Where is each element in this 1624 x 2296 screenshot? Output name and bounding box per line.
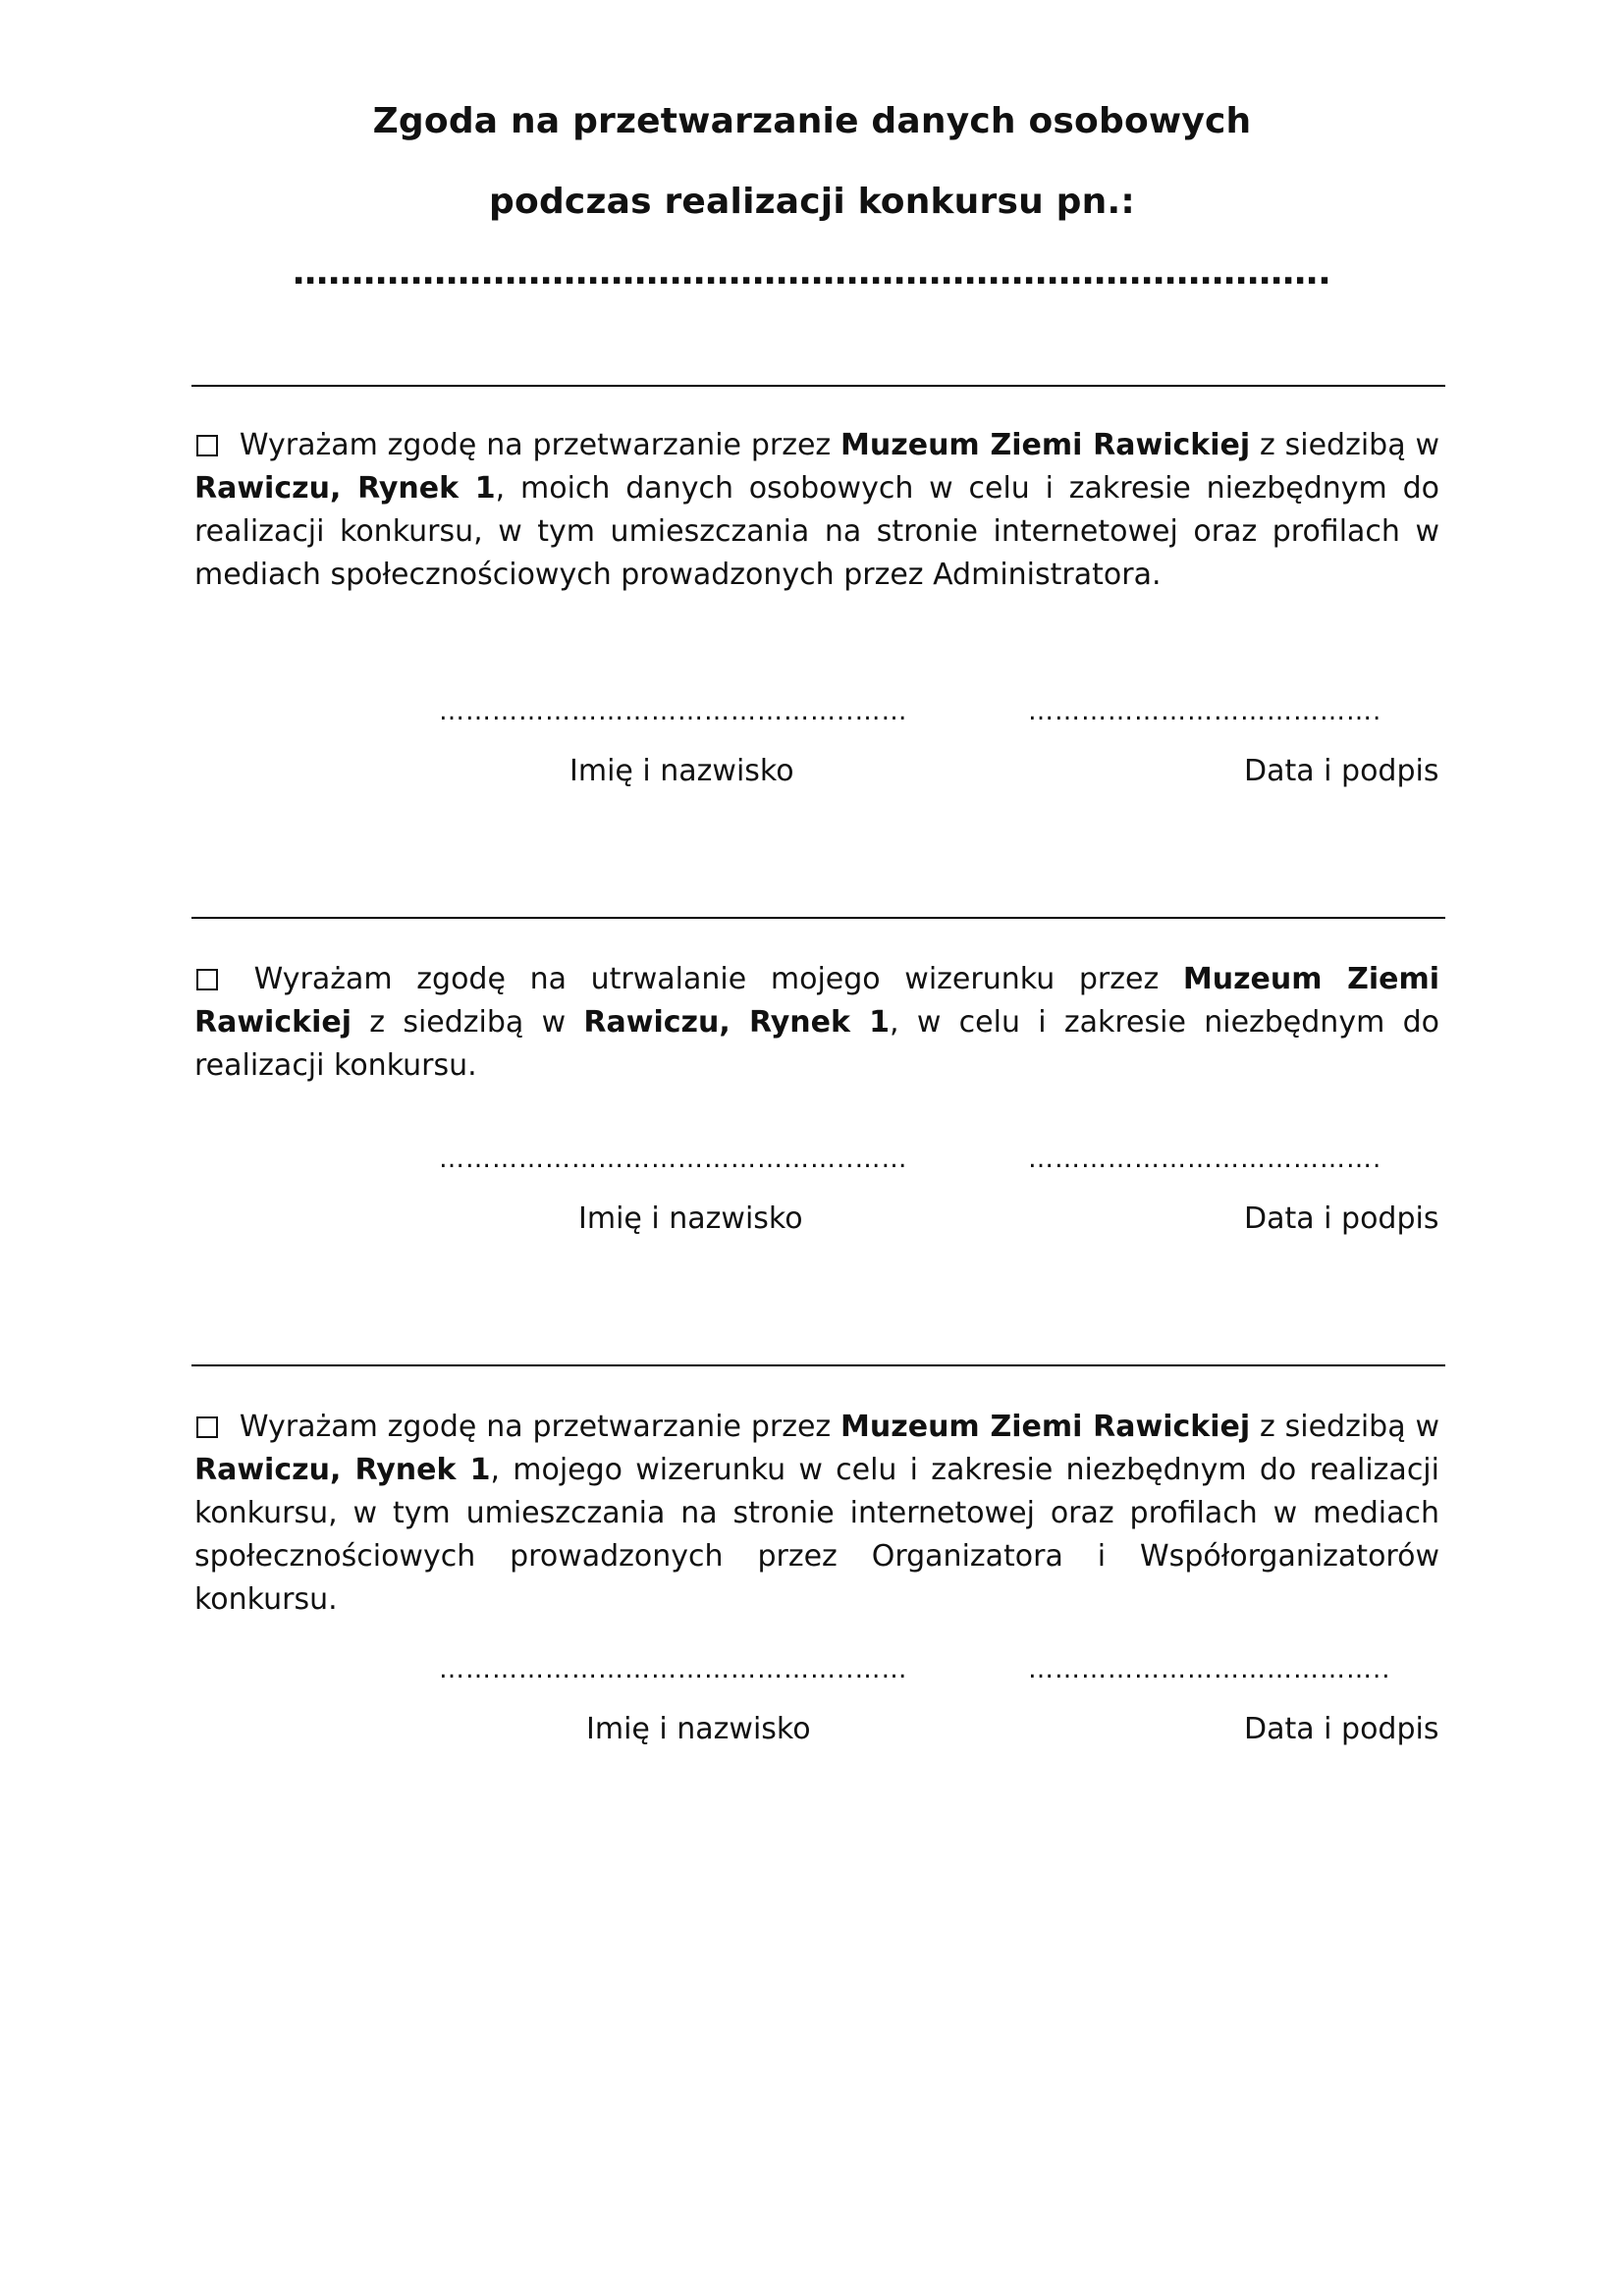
clause-text: , w celu i zakresie niezbędnym do realizacji konkursu.: [194, 1005, 1439, 1083]
institution-name: Muzeum Ziemi Rawickiej: [194, 962, 1439, 1040]
section-divider: [191, 1364, 1445, 1366]
institution-name: Muzeum Ziemi Rawickiej: [840, 1410, 1251, 1444]
institution-address: Rawiczu, Rynek 1: [583, 1005, 890, 1040]
document-title-line-1: Zgoda na przetwarzanie danych osobowych: [372, 101, 1252, 141]
date-sign-label-2: Data i podpis: [1244, 1201, 1439, 1236]
clause-text: z siedzibą w: [352, 1005, 584, 1040]
consent-checkbox-1[interactable]: [196, 435, 218, 456]
date-sign-label-3: Data i podpis: [1244, 1712, 1439, 1746]
section-divider: [191, 385, 1445, 387]
name-signature-line-3[interactable]: ………………………………………..……: [439, 1655, 908, 1684]
institution-address: Rawiczu, Rynek 1: [194, 1453, 491, 1487]
name-label-2: Imię i nazwisko: [578, 1201, 803, 1236]
section-divider: [191, 917, 1445, 919]
consent-checkbox-2[interactable]: [196, 969, 218, 990]
name-signature-line-1[interactable]: ………………………………………..……: [439, 697, 908, 726]
document-title-line-2: podczas realizacji konkursu pn.:: [489, 182, 1135, 222]
contest-name-placeholder[interactable]: …………………………………………………………………………….: [293, 252, 1331, 293]
name-label-3: Imię i nazwisko: [586, 1712, 811, 1746]
date-sign-label-1: Data i podpis: [1244, 754, 1439, 788]
date-signature-line-2[interactable]: ………………………………….: [1028, 1145, 1382, 1174]
clause-text: , moich danych osobowych w celu i zakresie niezbędnym do realizacji konkursu, w tym umieszczania na stronie internetowej oraz profilach w mediach społecznościowych prowadzonych przez Administratora.: [194, 471, 1439, 592]
consent-clause-data-processing: [194, 424, 1439, 597]
name-signature-line-2[interactable]: ………………………………………..……: [439, 1145, 908, 1174]
consent-clause-image-publication: [194, 1406, 1439, 1622]
name-label-1: Imię i nazwisko: [569, 754, 794, 788]
clause-text: , mojego wizerunku w celu i zakresie niezbędnym do realizacji konkursu, w tym umieszczania na stronie internetowej oraz profilach w mediach społecznościowych prowadzonych przez Organizatora i Współorganizatorów konkursu.: [194, 1453, 1439, 1617]
clause-text: Wyrażam zgodę na utrwalanie mojego wizerunku przez: [230, 962, 1183, 996]
date-signature-line-1[interactable]: ………………………………….: [1028, 697, 1382, 726]
clause-text: Wyrażam zgodę na przetwarzanie przez: [230, 1410, 841, 1444]
clause-text: z siedzibą w: [1250, 1410, 1439, 1444]
date-signature-line-3[interactable]: …………………………………..: [1028, 1655, 1391, 1684]
institution-name: Muzeum Ziemi Rawickiej: [840, 428, 1251, 462]
institution-address: Rawiczu, Rynek 1: [194, 471, 496, 506]
clause-text: Wyrażam zgodę na przetwarzanie przez: [230, 428, 841, 462]
consent-clause-image-recording: [194, 958, 1439, 1088]
clause-text: z siedzibą w: [1250, 428, 1439, 462]
consent-checkbox-3[interactable]: [196, 1416, 218, 1438]
